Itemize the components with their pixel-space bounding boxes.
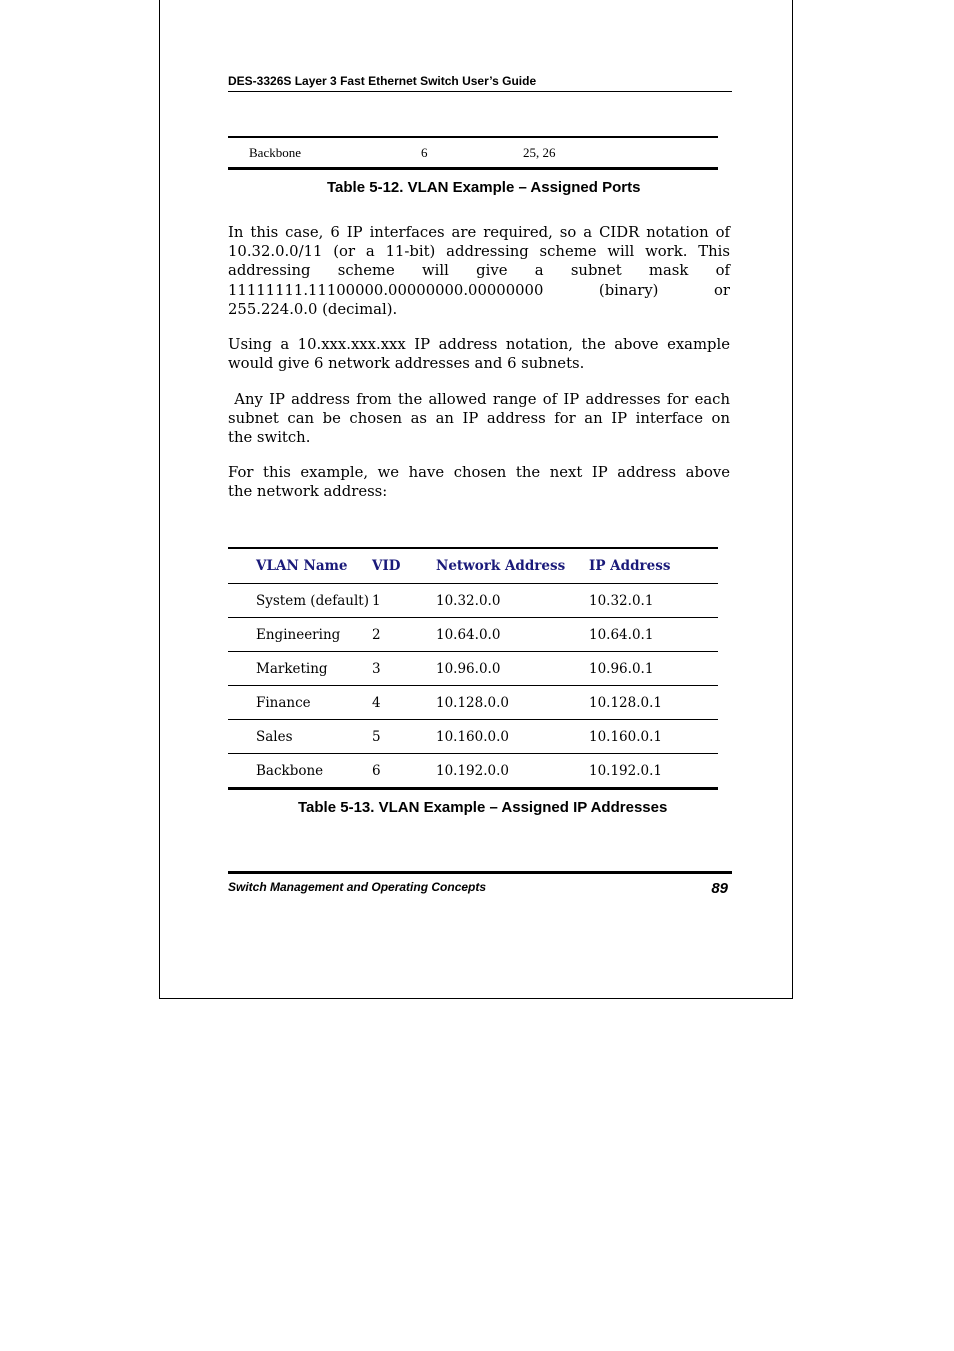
paragraph-cidr [228,223,730,319]
text-line: the network address: [228,483,388,501]
text-line: In this case, 6 IP interfaces are required, so a CIDR notation of [228,224,730,241]
running-footer [228,871,732,897]
paragraph-allowed-range [228,390,730,448]
table-cell: System (default) [228,584,372,618]
table-cell: 2 [372,618,436,652]
table-cell: 10.128.0.1 [589,686,718,720]
table-cell: 10.96.0.0 [436,652,589,686]
table-cell: 6 [372,754,436,789]
text-line: addressing scheme will give a subnet mask of [228,262,730,280]
table-cell: 5 [372,720,436,754]
table-cell: 25, 26 [523,145,556,160]
table-cell: Backbone [228,754,372,789]
table-cell: 10.192.0.0 [436,754,589,789]
table-row [228,686,718,720]
table-cell: 1 [372,584,436,618]
table-cell: 10.64.0.0 [436,618,589,652]
table-cell: 6 [421,145,428,160]
column-header-network-address: Network Address [436,548,589,584]
table-cell: 10.128.0.0 [436,686,589,720]
column-header-ip-address: IP Address [589,548,718,584]
paragraph-example [228,463,730,501]
table-cell: 10.160.0.0 [436,720,589,754]
table-row [228,720,718,754]
table-cell: Marketing [228,652,372,686]
footer-section-title: Switch Management and Operating Concepts [228,880,487,894]
text-line: For this example, we have chosen the next IP address above [228,464,730,481]
assigned-ports-table-fragment [228,136,718,170]
table-cell: Sales [228,720,372,754]
text-line: Using a 10.xxx.xxx.xxx IP address notation, the above example [228,336,730,353]
column-header-vid: VID [372,548,436,584]
page-number: 89 [711,880,728,897]
assigned-ip-addresses-table [228,547,718,790]
text-line: subnet can be chosen as an IP address for an IP interface on [228,410,730,428]
table-row [228,652,718,686]
text-line: 10.32.0.0/11 (or a 11-bit) addressing scheme will work. This [228,243,730,261]
text-line: the switch. [228,429,311,447]
table-row [228,618,718,652]
table-header-row [228,548,718,584]
running-header: DES-3326S Layer 3 Fast Ethernet Switch User’s Guide [228,74,732,92]
table-cell: 4 [372,686,436,720]
paragraph-notation [228,335,730,373]
table-row [228,584,718,618]
table-cell: Engineering [228,618,372,652]
table-row [228,754,718,789]
text-line: Any IP address from the allowed range of IP addresses for each [228,391,730,408]
column-header-vlan-name: VLAN Name [228,548,372,584]
table-cell: 10.160.0.1 [589,720,718,754]
table-cell: Backbone [249,145,301,160]
table-cell: 10.32.0.0 [436,584,589,618]
table-cell: 10.32.0.1 [589,584,718,618]
text-line: would give 6 network addresses and 6 subnets. [228,355,585,373]
table-cell: 10.64.0.1 [589,618,718,652]
text-line: 11111111.11100000.00000000.00000000 (binary) or [228,281,730,299]
table-cell: 10.192.0.1 [589,754,718,789]
table-caption-5-12: Table 5-12. VLAN Example – Assigned Ports [327,179,641,196]
text-line: 255.224.0.0 (decimal). [228,300,398,318]
table-cell: Finance [228,686,372,720]
table-cell: 3 [372,652,436,686]
table-caption-5-13: Table 5-13. VLAN Example – Assigned IP Addresses [298,799,668,816]
table-cell: 10.96.0.1 [589,652,718,686]
